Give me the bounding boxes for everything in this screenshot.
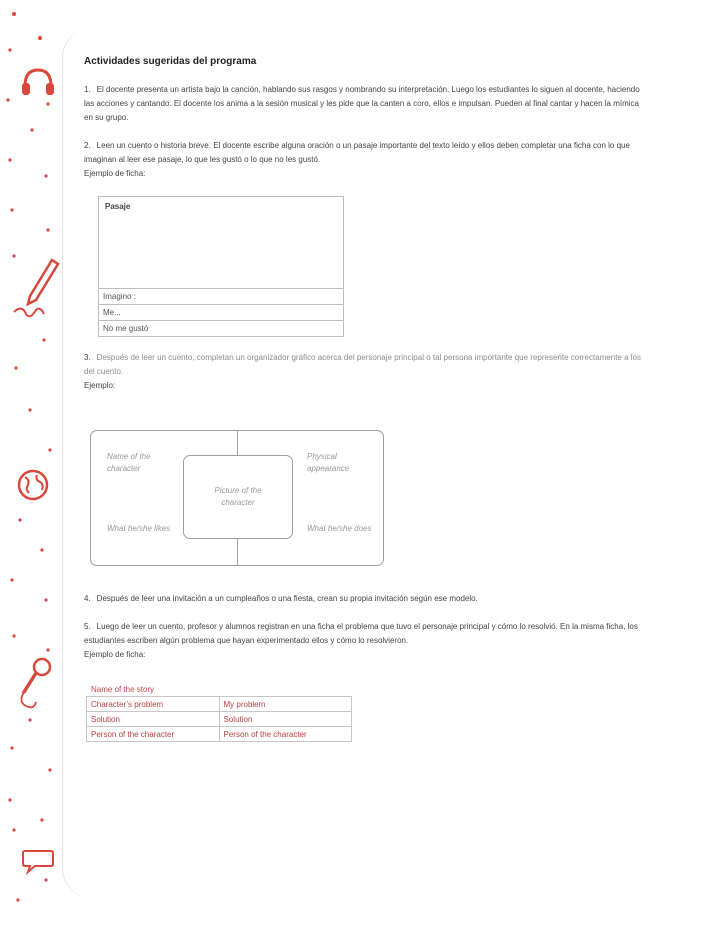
table-cell: Person of the character — [87, 727, 220, 742]
organizer-bottom-left: What he/she likes — [107, 524, 171, 533]
table-cell: My problem — [219, 697, 352, 712]
ficha-problem-solution — [86, 681, 352, 742]
ficha-title: Name of the story — [87, 682, 352, 697]
pencil-icon — [10, 250, 62, 322]
item-number: 3. — [84, 353, 91, 362]
table-row — [87, 682, 352, 697]
organizer-bottom-right: What he/she does — [307, 524, 372, 533]
organizer-center: Picture of the character — [183, 455, 293, 539]
activity-item-4 — [84, 592, 644, 606]
table-row — [87, 697, 352, 712]
item-number: 1. — [84, 85, 91, 94]
character-organizer — [90, 430, 384, 566]
speech-bubble-icon — [20, 846, 56, 876]
activity-item-2 — [84, 139, 644, 167]
example-caption: Ejemplo de ficha: — [84, 169, 146, 178]
example-caption: Ejemplo de ficha: — [84, 650, 146, 659]
item-number: 5. — [84, 622, 91, 631]
organizer-top-left: Name of the character — [107, 452, 151, 473]
activity-item-1 — [84, 83, 644, 125]
item-text: Luego de leer un cuento, profesor y alumnos registran en una ficha el problema que tuvo el personaje principal y cómo lo resolvió. En la misma ficha, los estudiantes escriben algún problema que hayan experimentado ellos y cómo lo resolvieron. — [84, 622, 638, 645]
activity-item-3 — [84, 351, 644, 379]
table-cell: Solution — [87, 712, 220, 727]
ficha-row: Me... — [99, 305, 343, 321]
headphones-icon — [18, 62, 58, 102]
item-text: Leen un cuento o historia breve. El docente escribe alguna oración o un pasaje importante del texto leído y ellos deben completar una ficha con lo que imaginan al leer ese pasaje, lo que les gustó o lo que no les gustó. — [84, 141, 630, 164]
table-row — [87, 712, 352, 727]
document-title: Actividades sugeridas del programa — [84, 56, 257, 67]
document-content — [84, 56, 644, 742]
item-number: 4. — [84, 594, 91, 603]
table-cell: Person of the character — [219, 727, 352, 742]
ficha-row: Imagino : — [99, 289, 343, 305]
ficha-row: No me gustó — [103, 324, 149, 333]
example-caption: Ejemplo: — [84, 381, 116, 390]
microphone-icon — [16, 656, 56, 712]
table-cell: Character’s problem — [87, 697, 220, 712]
item-number: 2. — [84, 141, 91, 150]
organizer-top-right: Physical appearance — [307, 452, 350, 473]
item-text: El docente presenta un artista bajo la canción, hablando sus rasgos y nombrando su interpretación. Luego los estudiantes lo siguen al docente, haciendo las acciones y cantando. El docente los anima a la sesión musical y les pide que la canten a coro, ellos e impulsan. Pueden al final cantar y hacen la mímica en su grupo. — [84, 85, 640, 122]
ficha-title: Pasaje — [99, 197, 343, 289]
table-cell: Solution — [219, 712, 352, 727]
item-text: Después de leer un cuento, completan un organizador gráfico acerca del personaje principal o tal persona importante que represente correctamente a los del cuento. — [84, 353, 641, 376]
ficha-pasaje — [98, 196, 344, 337]
table-row — [87, 727, 352, 742]
globe-icon — [16, 468, 50, 502]
item-text: Después de leer una invitación a un cumpleaños o una fiesta, crean su propia invitación según ese modelo. — [96, 594, 478, 603]
activity-item-5 — [84, 620, 644, 648]
